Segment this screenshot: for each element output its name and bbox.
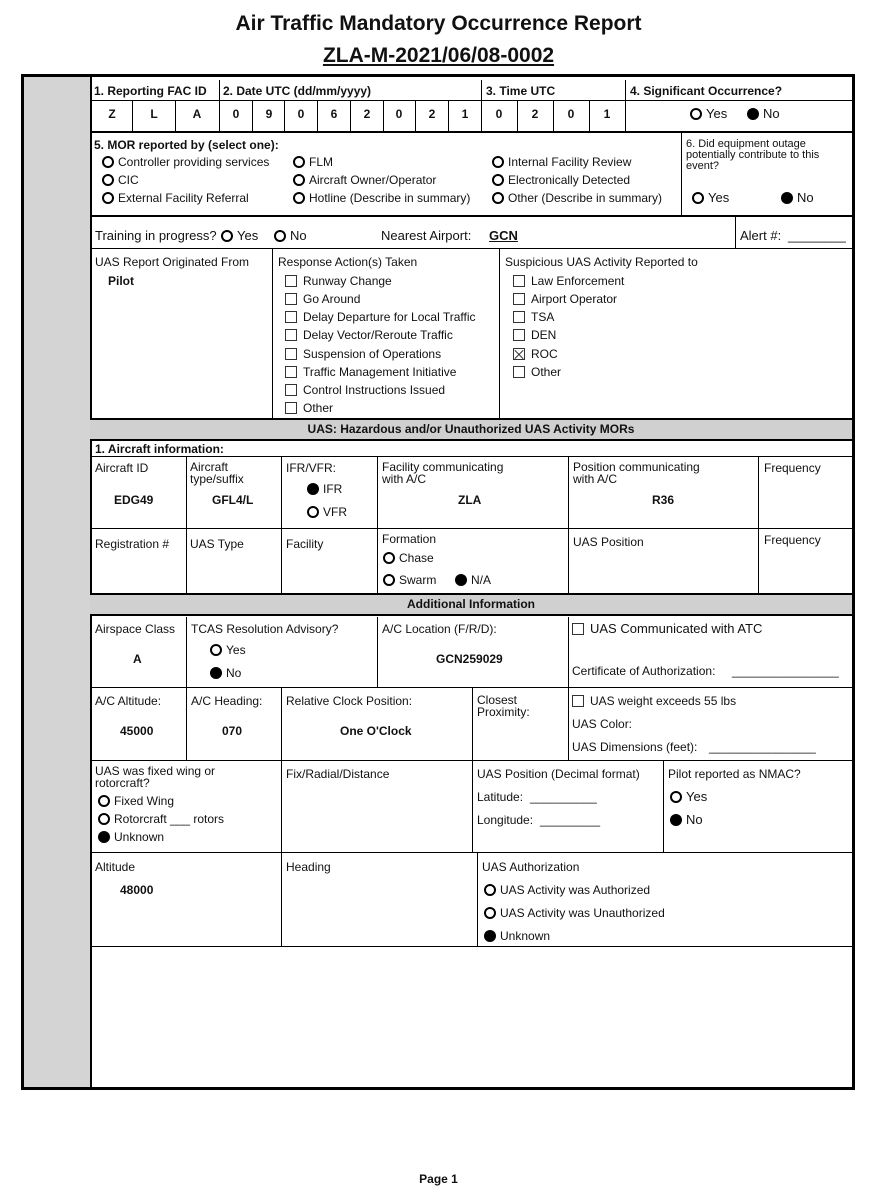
unknown-wing-option[interactable]: Unknown (98, 830, 164, 844)
checkbox-icon[interactable] (285, 348, 297, 360)
date-digit: 2 (363, 107, 371, 121)
closest-proximity-label: Closest Proximity: (477, 693, 530, 719)
nmac-label: Pilot reported as NMAC? (668, 767, 801, 781)
grid-line (272, 248, 273, 418)
date-digit: 1 (461, 107, 469, 121)
grid-line (281, 760, 282, 852)
date-digit: 0 (395, 107, 403, 121)
grid-line (415, 100, 416, 131)
grid-line (568, 617, 569, 687)
rotorcraft-option[interactable]: Rotorcraft ___ rotors (98, 812, 224, 826)
reported-airport-operator[interactable]: Airport Operator (513, 292, 617, 306)
option-electronic[interactable]: Electronically Detected (492, 173, 630, 187)
grid-line (186, 687, 187, 760)
grid-line (481, 80, 482, 131)
checkbox-icon[interactable] (285, 402, 297, 414)
airspace-class-value: A (133, 652, 142, 666)
grid-line (472, 687, 473, 760)
position-comm-label: Position communicating with A/C (573, 460, 700, 486)
formation-chase[interactable]: Chase (383, 551, 434, 565)
response-runway-change[interactable]: Runway Change (285, 274, 392, 288)
grid-line (517, 100, 518, 131)
grid-line (499, 248, 500, 418)
nearest-airport-value: GCN (489, 228, 518, 243)
grid-line (377, 456, 378, 593)
checkbox-icon[interactable] (285, 311, 297, 323)
date-label: 2. Date UTC (dd/mm/yyyy) (223, 84, 372, 98)
fixed-wing-option[interactable]: Fixed Wing (98, 794, 174, 808)
training-yes[interactable]: Yes (221, 229, 258, 243)
report-title: Air Traffic Mandatory Occurrence Report (235, 12, 642, 35)
reported-law-enforcement[interactable]: Law Enforcement (513, 274, 624, 288)
date-digit: 9 (265, 107, 273, 121)
grid-line (553, 100, 554, 131)
checkbox-icon[interactable] (572, 623, 584, 635)
grid-line (281, 456, 282, 593)
grid-line (252, 100, 253, 131)
radio-empty-icon[interactable] (484, 907, 496, 919)
radio-filled-icon[interactable] (670, 814, 682, 826)
response-actions-label: Response Action(s) Taken (278, 255, 418, 269)
grid-line (281, 852, 282, 946)
grid-line (90, 760, 852, 761)
grid-line (477, 852, 478, 946)
alert-label: Alert #: (740, 228, 782, 243)
checkbox-icon[interactable] (513, 366, 525, 378)
time-digit: 2 (531, 107, 539, 121)
fix-radial-distance-label: Fix/Radial/Distance (286, 767, 390, 781)
time-digit: 0 (567, 107, 575, 121)
facility-comm-label: Facility communicating with A/C (382, 460, 504, 486)
facility-label: Facility (286, 537, 324, 551)
option-hotline[interactable]: Hotline (Describe in summary) (293, 191, 470, 205)
option-owner-operator[interactable]: Aircraft Owner/Operator (293, 173, 436, 187)
additional-info-header: Additional Information (90, 593, 852, 616)
coa-label: Certificate of Authorization: (572, 664, 716, 678)
heading-label: Heading (286, 860, 331, 874)
response-delay-departure[interactable]: Delay Departure for Local Traffic (285, 310, 476, 324)
checkbox-icon[interactable] (285, 329, 297, 341)
auth-unknown-option[interactable]: Unknown (484, 929, 550, 943)
checkbox-icon[interactable] (513, 311, 525, 323)
grid-line (90, 946, 852, 947)
q6-no[interactable]: No (781, 191, 814, 205)
time-digit: 0 (495, 107, 503, 121)
registration-label: Registration # (95, 537, 170, 551)
grid-line (90, 456, 852, 457)
formation-label: Formation (382, 532, 437, 546)
grid-line (377, 617, 378, 687)
checkbox-icon[interactable] (572, 695, 584, 707)
uas-dimensions-label: UAS Dimensions (feet): (572, 740, 698, 754)
airspace-class-label: Airspace Class (95, 622, 176, 636)
ac-location-label: A/C Location (F/R/D): (382, 622, 497, 636)
left-margin-bar (24, 77, 90, 1087)
aircraft-id-label: Aircraft ID (95, 461, 149, 475)
radio-empty-icon[interactable] (307, 506, 319, 518)
option-cic[interactable]: CIC (102, 173, 139, 187)
fac-id-label: 1. Reporting FAC ID (94, 84, 207, 98)
tcas-yes[interactable]: Yes (210, 643, 246, 657)
equipment-outage-question: 6. Did equipment outage potentially contribute to this event? (686, 138, 820, 172)
radio-empty-icon[interactable] (102, 192, 114, 204)
checkbox-icon[interactable] (285, 384, 297, 396)
grid-line (186, 456, 187, 593)
uas-position-label: UAS Position (573, 535, 644, 549)
grid-line (132, 100, 133, 131)
grid-line (472, 760, 473, 852)
response-tmi[interactable]: Traffic Management Initiative (285, 365, 456, 379)
ac-heading-label: A/C Heading: (191, 694, 263, 708)
radio-empty-icon[interactable] (492, 156, 504, 168)
uas-weight-checkbox[interactable]: UAS weight exceeds 55 lbs (572, 694, 736, 708)
radio-empty-icon[interactable] (293, 192, 305, 204)
significant-no[interactable]: No (747, 107, 780, 121)
option-internal-review[interactable]: Internal Facility Review (492, 155, 631, 169)
latitude-label: Latitude: (477, 790, 524, 804)
date-digit: 2 (428, 107, 436, 121)
response-delay-vector[interactable]: Delay Vector/Reroute Traffic (285, 328, 453, 342)
report-id: ZLA-M-2021/06/08-0002 (322, 44, 555, 67)
reported-tsa[interactable]: TSA (513, 310, 554, 324)
grid-line (663, 760, 664, 852)
training-label: Training in progress? (95, 228, 217, 243)
date-digit: 0 (232, 107, 240, 121)
radio-empty-icon[interactable] (383, 574, 395, 586)
grid-line (219, 80, 220, 131)
reported-other[interactable]: Other (513, 365, 561, 379)
date-digit: 0 (297, 107, 305, 121)
radio-empty-icon[interactable] (210, 644, 222, 656)
grid-line (625, 80, 626, 131)
response-go-around[interactable]: Go Around (285, 292, 360, 306)
facility-comm-value: ZLA (458, 493, 482, 507)
checkbox-icon[interactable] (285, 366, 297, 378)
reported-roc[interactable]: ROC (513, 347, 558, 361)
radio-filled-icon[interactable] (455, 574, 467, 586)
time-label: 3. Time UTC (486, 84, 556, 98)
tcas-label: TCAS Resolution Advisory? (191, 622, 339, 636)
alert-value: ________ (788, 228, 846, 243)
grid-line (317, 100, 318, 131)
grid-line (448, 100, 449, 131)
vfr-option[interactable]: VFR (307, 505, 347, 519)
grid-line (568, 456, 569, 593)
coa-value: ________________ (732, 664, 839, 678)
aircraft-info-label: 1. Aircraft information: (95, 442, 224, 456)
time-digit: 1 (603, 107, 611, 121)
aircraft-type-label: Aircraft type/suffix (190, 460, 244, 486)
grid-line (281, 687, 282, 760)
altitude-label: Altitude (95, 860, 136, 874)
nmac-yes[interactable]: Yes (670, 790, 707, 804)
grid-line (90, 687, 852, 688)
formation-swarm[interactable]: Swarm (383, 573, 436, 587)
ifr-vfr-label: IFR/VFR: (286, 461, 336, 475)
option-controller[interactable]: Controller providing services (102, 155, 269, 169)
option-other[interactable]: Other (Describe in summary) (492, 191, 662, 205)
reported-den[interactable]: DEN (513, 328, 556, 342)
ac-altitude-label: A/C Altitude: (95, 694, 162, 708)
grid-line (568, 687, 569, 760)
mor-reported-label: 5. MOR reported by (select one): (94, 138, 279, 152)
radio-empty-icon[interactable] (293, 156, 305, 168)
clock-position-value: One O'Clock (340, 724, 412, 738)
nmac-no[interactable]: No (670, 813, 703, 827)
position-comm-value: R36 (652, 493, 675, 507)
uas-color-label: UAS Color: (572, 717, 633, 731)
uas-origin-value: Pilot (108, 274, 134, 288)
radio-empty-icon[interactable] (383, 552, 395, 564)
auth-unauthorized-option[interactable]: UAS Activity was Unauthorized (484, 906, 665, 920)
aircraft-id-value: EDG49 (114, 493, 154, 507)
nearest-airport-label: Nearest Airport: (381, 228, 472, 243)
radio-empty-icon[interactable] (484, 884, 496, 896)
uas-decimal-position-label: UAS Position (Decimal format) (477, 767, 640, 781)
radio-empty-icon[interactable] (293, 174, 305, 186)
radio-empty-icon[interactable] (492, 192, 504, 204)
radio-empty-icon[interactable] (221, 230, 233, 242)
grid-line (90, 528, 852, 529)
checkbox-icon[interactable] (513, 275, 525, 287)
suspicious-activity-label: Suspicious UAS Activity Reported to (505, 255, 698, 269)
tcas-no[interactable]: No (210, 666, 241, 680)
clock-position-label: Relative Clock Position: (286, 694, 413, 708)
q6-yes[interactable]: Yes (692, 191, 729, 205)
fac-char: L (150, 107, 158, 121)
training-no[interactable]: No (274, 229, 307, 243)
grid-line (90, 215, 852, 217)
grid-line (90, 248, 852, 249)
fac-char: Z (108, 107, 116, 121)
grid-line (90, 131, 852, 133)
significant-label: 4. Significant Occurrence? (630, 84, 783, 98)
radio-empty-icon[interactable] (98, 795, 110, 807)
grid-line (175, 100, 176, 131)
uas-type-label: UAS Type (190, 537, 244, 551)
date-digit: 6 (330, 107, 338, 121)
ac-altitude-value: 45000 (120, 724, 154, 738)
altitude-value: 48000 (120, 883, 154, 897)
longitude-value: _________ (540, 813, 601, 827)
response-suspension[interactable]: Suspension of Operations (285, 347, 441, 361)
response-control-instructions[interactable]: Control Instructions Issued (285, 383, 445, 397)
checkbox-icon[interactable] (285, 293, 297, 305)
uas-communicated-atc[interactable]: UAS Communicated with ATC (572, 622, 762, 636)
grid-line (735, 215, 736, 248)
aircraft-type-value: GFL4/L (212, 493, 254, 507)
radio-filled-icon[interactable] (307, 483, 319, 495)
page-number: Page 1 (419, 1172, 458, 1186)
grid-line (186, 617, 187, 687)
longitude-label: Longitude: (477, 813, 534, 827)
option-flm[interactable]: FLM (293, 155, 333, 169)
grid-line (681, 131, 682, 215)
significant-yes[interactable]: Yes (690, 107, 727, 121)
radio-empty-icon[interactable] (102, 174, 114, 186)
ifr-option[interactable]: IFR (307, 482, 342, 496)
fixed-wing-question: UAS was fixed wing or rotorcraft? (95, 764, 216, 790)
radio-empty-icon[interactable] (274, 230, 286, 242)
grid-line (284, 100, 285, 131)
radio-empty-icon[interactable] (670, 791, 682, 803)
radio-empty-icon[interactable] (492, 174, 504, 186)
auth-authorized-option[interactable]: UAS Activity was Authorized (484, 883, 650, 897)
uas-origin-label: UAS Report Originated From (95, 255, 250, 269)
checkbox-icon[interactable] (513, 293, 525, 305)
uas-authorization-label: UAS Authorization (482, 860, 580, 874)
grid-line (383, 100, 384, 131)
fac-char: A (192, 107, 202, 121)
formation-na[interactable]: N/A (455, 573, 491, 587)
grid-line (90, 852, 852, 853)
option-external-referral[interactable]: External Facility Referral (102, 191, 249, 205)
radio-filled-icon[interactable] (98, 831, 110, 843)
radio-filled-icon[interactable] (210, 667, 222, 679)
ac-location-value: GCN259029 (436, 652, 503, 666)
radio-empty-icon[interactable] (690, 108, 702, 120)
radio-filled-icon[interactable] (747, 108, 759, 120)
radio-empty-icon[interactable] (98, 813, 110, 825)
uas-dimensions-value: ________________ (709, 740, 816, 754)
uas-section-header: UAS: Hazardous and/or Unauthorized UAS Activity MORs (90, 418, 852, 441)
grid-line (90, 100, 852, 101)
radio-filled-icon[interactable] (484, 930, 496, 942)
grid-line (350, 100, 351, 131)
radio-filled-icon[interactable] (781, 192, 793, 204)
latitude-value: __________ (530, 790, 597, 804)
frequency-label: Frequency (764, 461, 821, 475)
grid-line (758, 456, 759, 593)
radio-empty-icon[interactable] (102, 156, 114, 168)
checkbox-icon[interactable] (513, 329, 525, 341)
checked-box-icon[interactable] (513, 348, 525, 360)
grid-line (589, 100, 590, 131)
ac-heading-value: 070 (222, 724, 243, 738)
checkbox-icon[interactable] (285, 275, 297, 287)
frequency2-label: Frequency (764, 533, 821, 547)
response-other[interactable]: Other (285, 401, 333, 415)
radio-empty-icon[interactable] (692, 192, 704, 204)
